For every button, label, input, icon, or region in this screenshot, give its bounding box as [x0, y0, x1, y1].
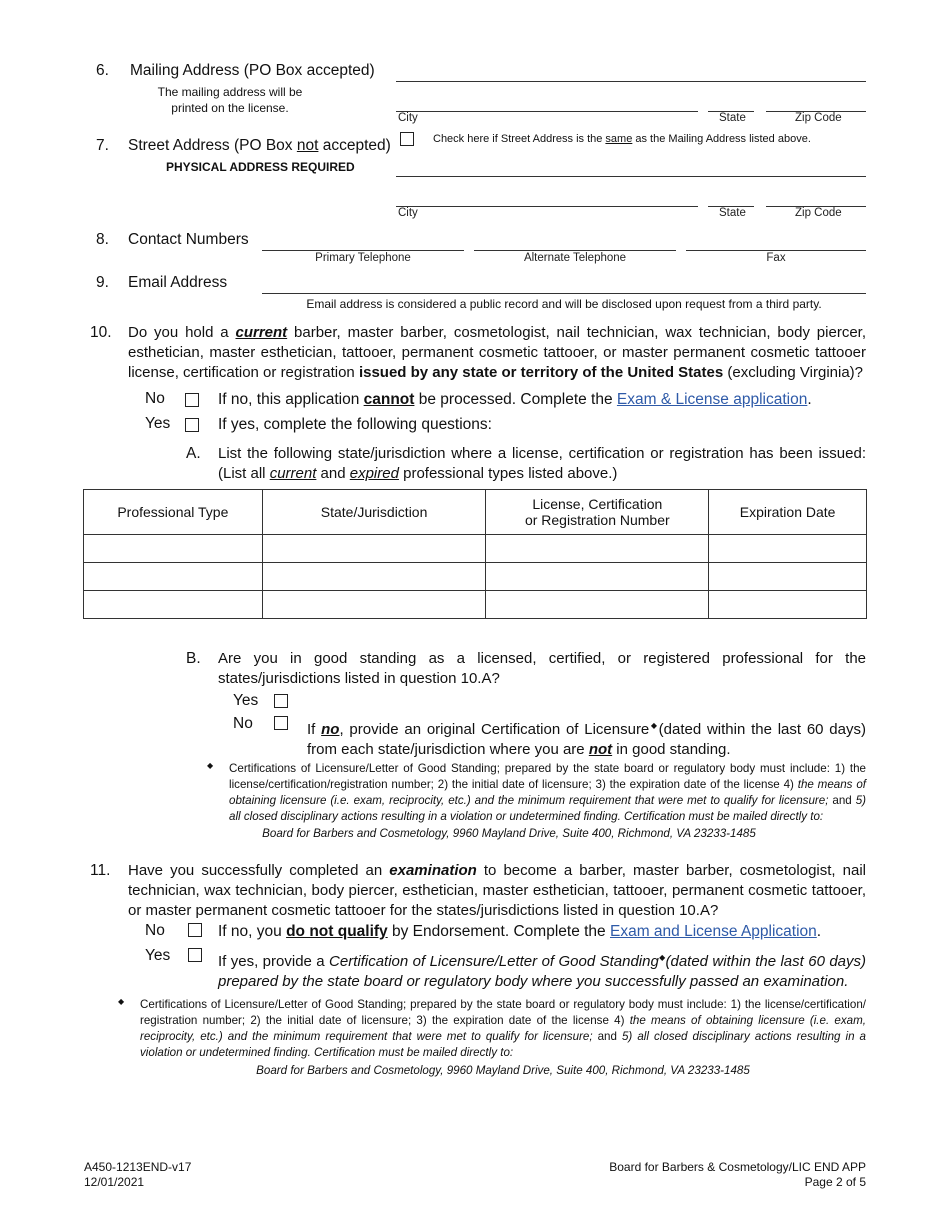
table-cell[interactable]	[262, 535, 486, 563]
table-cell[interactable]	[486, 591, 709, 619]
table-cell[interactable]	[262, 563, 486, 591]
q11-yes-text: If yes, provide a Certification of Licensure/Letter of Good Standing◆(dated within the last 60 days) prepared by the state board or regulatory body where you successfully passed an examination.	[218, 953, 867, 990]
primary-telephone-line[interactable]	[262, 250, 464, 251]
q10-footnote-address: Board for Barbers and Cosmetology, 9960 Mayland Drive, Suite 400, Richmond, VA 23233-1485	[262, 827, 756, 840]
q10-footnote: Certifications of Licensure/Letter of Good Standing; prepared by the state board or regulatory body must include: 1) the license/certification/registration number; 2) the initial date of licensure; 3) the expiration date of the license 4) the means of obtaining licensure (i.e. exam, reciprocity, etc.) and the minimum requirement that were met to qualify for licensure; and 5) all closed disciplinary actions resulting in a violation or undetermined finding. Certification must be mailed directly to:	[229, 762, 866, 823]
q6-number: 6.	[96, 62, 109, 79]
page-number: Page 2 of 5	[804, 1175, 866, 1189]
table-cell[interactable]	[486, 563, 709, 591]
table-cell[interactable]	[709, 535, 867, 563]
q10-no-checkbox[interactable]	[185, 393, 199, 407]
q10-number: 10.	[90, 324, 112, 341]
q10b-yes-checkbox[interactable]	[274, 694, 288, 708]
q11-yes-label: Yes	[145, 947, 171, 964]
fax-line[interactable]	[686, 250, 866, 251]
mailing-address-line[interactable]	[396, 81, 866, 82]
mailing-zip-caption: Zip Code	[795, 112, 842, 124]
q10b-no-label: No	[233, 715, 253, 732]
q6-note: The mailing address will be printed on the license.	[157, 85, 303, 115]
col-expiration-date: Expiration Date	[709, 490, 867, 535]
q8-label: Contact Numbers	[128, 231, 249, 248]
q10b-letter: B.	[186, 650, 201, 667]
mailing-state-caption: State	[719, 112, 746, 124]
primary-telephone-caption: Primary Telephone	[315, 252, 411, 264]
q9-label: Email Address	[128, 274, 228, 291]
q10-yes-checkbox[interactable]	[185, 418, 199, 432]
q10-question: Do you hold a current barber, master barber, cosmetologist, nail technician, wax technician, body piercer, esthetician, master esthetician, tattooer, permanent cosmetic tattooer, or master permanent cosmetic tattooer license, certification or registration issued by any state or territory of the United States (excluding Virginia)?	[128, 324, 866, 381]
table-row	[84, 591, 867, 619]
same-address-label: Check here if Street Address is the same as the Mailing Address listed above.	[433, 133, 811, 145]
board-name: Board for Barbers & Cosmetology/LIC END APP	[609, 1160, 866, 1174]
q8-number: 8.	[96, 231, 109, 248]
q10a-text: List the following state/jurisdiction where a license, certification or registration has been issued: (List all current and expired professional types listed above.)	[218, 445, 866, 482]
street-zip-caption: Zip Code	[795, 207, 842, 219]
table-cell[interactable]	[84, 591, 263, 619]
footer-left	[84, 1160, 191, 1190]
q10-yes-label: Yes	[145, 415, 171, 432]
q7-number: 7.	[96, 137, 109, 154]
col-state-jurisdiction: State/Jurisdiction	[262, 490, 486, 535]
physical-address-required: PHYSICAL ADDRESS REQUIRED	[166, 160, 355, 174]
q11-yes-checkbox[interactable]	[188, 948, 202, 962]
table-cell[interactable]	[709, 591, 867, 619]
table-row	[84, 563, 867, 591]
q10b-text: Are you in good standing as a licensed, certified, or registered professional for the states/jurisdictions listed in question 10.A?	[218, 650, 866, 687]
q11-number: 11.	[90, 862, 111, 879]
email-public-record-note: Email address is considered a public record and will be disclosed upon request from a third party.	[306, 297, 822, 311]
q7-label: Street Address (PO Box not accepted)	[128, 137, 391, 154]
q9-number: 9.	[96, 274, 109, 291]
table-cell[interactable]	[709, 563, 867, 591]
street-address-line[interactable]	[396, 176, 866, 177]
same-address-checkbox[interactable]	[400, 132, 414, 146]
fax-caption: Fax	[766, 252, 786, 264]
q10a-letter: A.	[186, 445, 201, 462]
table-row	[84, 535, 867, 563]
q10b-yes-label: Yes	[233, 692, 259, 709]
street-state-caption: State	[719, 207, 746, 219]
q11-no-text: If no, you do not qualify by Endorsement. Complete the Exam and License Application.	[218, 923, 822, 940]
email-line[interactable]	[262, 293, 866, 294]
table-cell[interactable]	[262, 591, 486, 619]
q10-no-label: No	[145, 390, 165, 407]
exam-license-link[interactable]: Exam & License application	[616, 391, 808, 408]
table-cell[interactable]	[84, 563, 263, 591]
q11-question: Have you successfully completed an examination to become a barber, master barber, cosmetologist, nail technician, wax technician, body piercer, esthetician, master esthetician, tattooer, permanent cosmetic tattooer, or master permanent cosmetic tattooer for the states/jurisdictions listed in question 10.A?	[128, 862, 866, 919]
diamond-icon: ◆	[649, 721, 659, 730]
q10-yes-text: If yes, complete the following questions:	[218, 416, 492, 433]
col-professional-type: Professional Type	[84, 490, 263, 535]
q11-footnote-address: Board for Barbers and Cosmetology, 9960 Mayland Drive, Suite 400, Richmond, VA 23233-1485	[256, 1064, 750, 1077]
footer-right	[609, 1160, 866, 1190]
q11-no-label: No	[145, 922, 165, 939]
alternate-telephone-caption: Alternate Telephone	[523, 252, 627, 264]
q6-label: Mailing Address (PO Box accepted)	[130, 62, 375, 79]
q11-footnote: Certifications of Licensure/Letter of Good Standing; prepared by the state board or regulatory body must include: 1) the license/certification/ registration number; 2) the initial date of licensure; 3) the expiration date of the license 4) the means of obtaining licensure (i.e. exam, reciprocity, etc.) and the minimum requirement that were met to qualify for licensure; and 5) all closed disciplinary actions resulting in a violation or undetermined finding. Certification must be mailed directly to:	[140, 998, 866, 1059]
form-id: A450-1213END-v17	[84, 1160, 192, 1174]
bullet-diamond-icon: ◆	[207, 761, 214, 770]
bullet-diamond-icon: ◆	[118, 997, 125, 1006]
q10b-no-text: If no, provide an original Certification of Licensure◆(dated within the last 60 days) from each state/jurisdiction where you are not in good standing.	[307, 721, 866, 758]
street-city-line[interactable]	[396, 206, 698, 207]
form-date: 12/01/2021	[84, 1175, 145, 1189]
diamond-icon: ◆	[658, 953, 666, 962]
mailing-city-line[interactable]	[396, 111, 698, 112]
col-license-number: License, Certification or Registration Number	[486, 490, 709, 535]
q10-no-text: If no, this application cannot be processed. Complete the Exam & License application.	[218, 391, 812, 408]
table-header-row	[84, 490, 867, 535]
alternate-telephone-line[interactable]	[474, 250, 676, 251]
q11-no-checkbox[interactable]	[188, 923, 202, 937]
professional-type-table	[83, 489, 867, 619]
mailing-city-caption: City	[398, 112, 418, 124]
q10b-no-checkbox[interactable]	[274, 716, 288, 730]
exam-license-application-link[interactable]: Exam and License Application	[609, 923, 817, 940]
table-cell[interactable]	[84, 535, 263, 563]
table-cell[interactable]	[486, 535, 709, 563]
street-city-caption: City	[398, 207, 418, 219]
